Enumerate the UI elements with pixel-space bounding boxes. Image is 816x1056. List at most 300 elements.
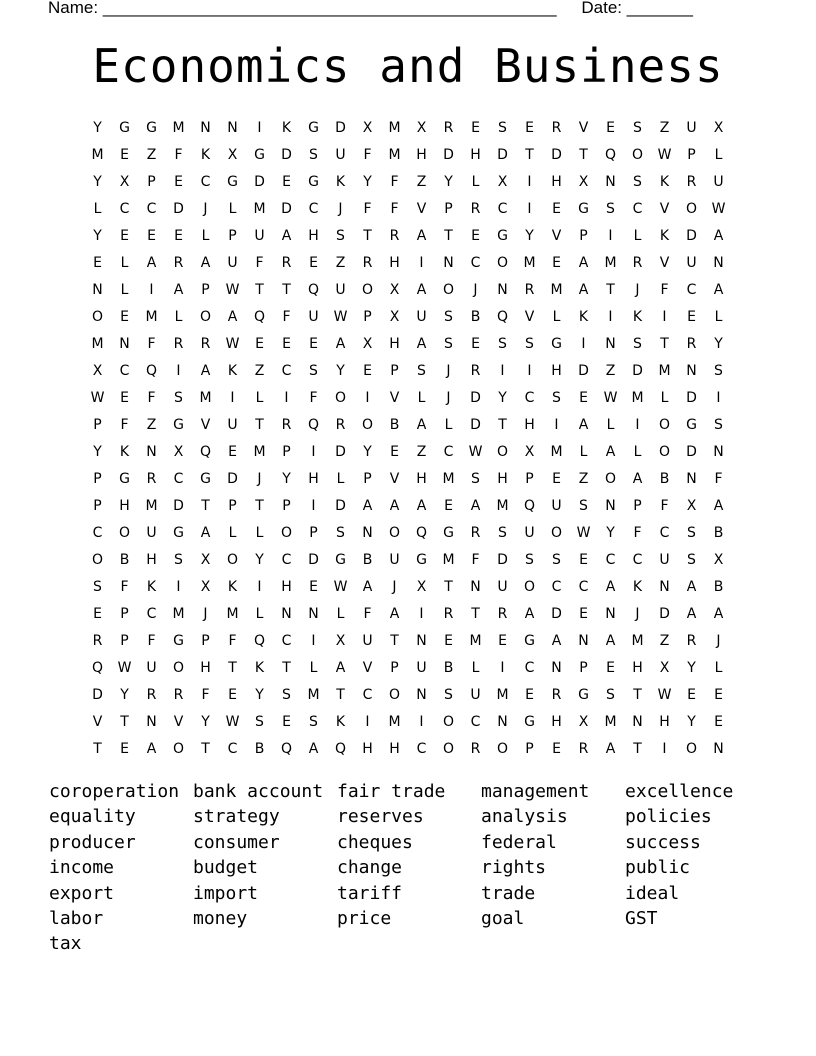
word-list-item: management (481, 781, 590, 802)
grid-letter: D (335, 497, 346, 514)
grid-letter: K (119, 443, 130, 460)
grid-letter: J (446, 389, 451, 406)
grid-letter: D (443, 146, 454, 163)
grid-letter: D (92, 686, 103, 703)
grid-letter: X (335, 632, 346, 649)
grid-letter: V (200, 416, 211, 433)
grid-letter: P (282, 443, 291, 460)
grid-letter: E (687, 686, 696, 703)
grid-letter: Q (523, 497, 536, 514)
word-list-item: trade (481, 882, 536, 904)
grid-letter: N (146, 443, 157, 460)
grid-letter: C (227, 740, 238, 757)
grid-letter: R (146, 686, 157, 703)
grid-letter: E (714, 713, 723, 730)
page-title: Economics and Business (92, 39, 724, 93)
grid-letter: G (524, 632, 535, 649)
grid-letter: C (605, 551, 616, 568)
grid-letter: T (606, 281, 615, 298)
word-list-item: equality (49, 806, 136, 828)
grid-letter: U (254, 227, 265, 244)
grid-letter: B (659, 470, 670, 487)
grid-letter: H (308, 470, 319, 487)
grid-letter: J (635, 605, 640, 622)
grid-letter: C (497, 200, 508, 217)
grid-letter: E (255, 335, 264, 352)
grid-letter: R (200, 335, 211, 352)
grid-letter: E (714, 686, 723, 703)
grid-row (84, 573, 732, 600)
grid-letter: M (145, 497, 158, 514)
grid-letter: R (686, 335, 697, 352)
grid-letter: D (632, 362, 643, 379)
grid-letter: N (308, 605, 319, 622)
grid-letter: P (390, 362, 399, 379)
grid-letter: O (334, 389, 347, 406)
grid-letter: R (362, 254, 373, 271)
grid-row (84, 330, 732, 357)
grid-row (84, 195, 732, 222)
grid-letter: L (201, 227, 210, 244)
grid-letter: Y (93, 119, 102, 136)
grid-letter: E (606, 119, 615, 136)
grid-letter: O (442, 740, 455, 757)
grid-letter: L (309, 659, 318, 676)
grid-letter: F (282, 308, 291, 325)
grid-letter: X (578, 713, 589, 730)
grid-letter: W (711, 200, 726, 217)
grid-letter: L (417, 389, 426, 406)
grid-letter: I (581, 335, 586, 352)
word-list-item: public (625, 857, 691, 879)
word-list-item: success (625, 831, 701, 853)
grid-letter: R (173, 254, 184, 271)
grid-letter: O (496, 740, 509, 757)
grid-letter: B (389, 416, 400, 433)
grid-letter: O (658, 443, 671, 460)
grid-letter: D (470, 389, 481, 406)
name-blank: ________________________________________________ (102, 0, 557, 17)
grid-letter: H (497, 470, 508, 487)
grid-letter: C (308, 200, 319, 217)
grid-letter: L (336, 470, 345, 487)
word-list-row (49, 881, 769, 906)
grid-letter: D (497, 146, 508, 163)
grid-letter: D (497, 551, 508, 568)
grid-letter: D (578, 362, 589, 379)
grid-letter: Q (199, 443, 212, 460)
grid-letter: A (281, 227, 292, 244)
grid-letter: G (308, 119, 319, 136)
grid-letter: C (119, 200, 130, 217)
grid-letter: A (524, 605, 535, 622)
grid-letter: N (686, 362, 697, 379)
grid-letter: C (686, 281, 697, 298)
grid-letter: N (659, 578, 670, 595)
grid-letter: S (687, 524, 696, 541)
grid-letter: C (173, 470, 184, 487)
grid-letter: M (631, 389, 644, 406)
grid-letter: D (227, 470, 238, 487)
grid-letter: N (605, 335, 616, 352)
grid-letter: R (551, 119, 562, 136)
grid-letter: U (470, 686, 481, 703)
grid-row (84, 465, 732, 492)
grid-letter: L (714, 146, 723, 163)
grid-letter: O (361, 281, 374, 298)
grid-letter: N (497, 713, 508, 730)
grid-letter: S (579, 497, 588, 514)
grid-letter: L (579, 443, 588, 460)
grid-letter: P (93, 497, 102, 514)
grid-letter: S (606, 686, 615, 703)
grid-letter: S (255, 713, 264, 730)
grid-letter: Z (146, 416, 157, 433)
grid-letter: L (255, 605, 264, 622)
grid-letter: V (389, 470, 400, 487)
grid-letter: Z (146, 146, 157, 163)
grid-letter: L (633, 227, 642, 244)
grid-row (84, 627, 732, 654)
grid-letter: I (662, 308, 667, 325)
grid-letter: C (281, 362, 292, 379)
grid-letter: S (498, 524, 507, 541)
grid-letter: H (632, 659, 643, 676)
grid-letter: I (257, 578, 262, 595)
grid-letter: F (714, 470, 723, 487)
grid-letter: X (389, 281, 400, 298)
grid-letter: E (552, 254, 561, 271)
grid-letter: G (551, 335, 562, 352)
date-label: Date: (581, 0, 623, 17)
grid-letter: U (335, 146, 346, 163)
grid-letter: M (523, 254, 536, 271)
grid-letter: E (282, 173, 291, 190)
grid-letter: O (685, 200, 698, 217)
grid-letter: A (335, 335, 346, 352)
grid-letter: E (606, 659, 615, 676)
grid-letter: P (309, 524, 318, 541)
grid-letter: Q (253, 632, 266, 649)
grid-letter: I (257, 119, 262, 136)
grid-letter: S (633, 119, 642, 136)
grid-letter: A (362, 578, 373, 595)
grid-letter: L (714, 308, 723, 325)
grid-letter: X (713, 119, 724, 136)
word-list-item: change (337, 857, 403, 879)
grid-letter: Z (659, 632, 670, 649)
grid-letter: H (119, 497, 130, 514)
grid-letter: N (632, 713, 643, 730)
grid-letter: E (120, 308, 129, 325)
grid-letter: G (335, 551, 346, 568)
grid-letter: E (309, 254, 318, 271)
grid-letter: E (579, 389, 588, 406)
grid-letter: D (173, 200, 184, 217)
grid-letter: Y (444, 173, 453, 190)
grid-letter: O (91, 308, 104, 325)
grid-letter: Y (687, 659, 696, 676)
grid-letter: Y (255, 686, 264, 703)
grid-letter: C (146, 200, 157, 217)
grid-letter: H (200, 659, 211, 676)
grid-letter: I (527, 200, 532, 217)
grid-letter: A (389, 605, 400, 622)
grid-letter: E (282, 713, 291, 730)
grid-letter: P (363, 308, 372, 325)
grid-row (84, 141, 732, 168)
grid-letter: P (120, 605, 129, 622)
grid-letter: M (496, 686, 509, 703)
grid-letter: Q (253, 308, 266, 325)
grid-letter: E (282, 335, 291, 352)
grid-letter: T (255, 281, 264, 298)
grid-row (84, 681, 732, 708)
grid-letter: G (578, 200, 589, 217)
grid-letter: M (604, 254, 617, 271)
grid-letter: E (147, 227, 156, 244)
grid-letter: M (91, 335, 104, 352)
word-list-item: labor (49, 907, 104, 929)
grid-letter: H (281, 578, 292, 595)
grid-letter: P (93, 470, 102, 487)
grid-letter: X (389, 308, 400, 325)
grid-letter: I (176, 578, 181, 595)
grid-letter: C (119, 362, 130, 379)
grid-letter: L (444, 416, 453, 433)
grid-letter: D (686, 443, 697, 460)
grid-letter: I (608, 308, 613, 325)
word-list-item: tax (49, 933, 82, 955)
grid-letter: Y (525, 227, 534, 244)
grid-letter: S (606, 200, 615, 217)
grid-letter: U (227, 254, 238, 271)
grid-letter: I (716, 389, 721, 406)
grid-letter: N (578, 632, 589, 649)
grid-letter: D (335, 119, 346, 136)
grid-letter: E (471, 119, 480, 136)
grid-letter: Z (416, 443, 427, 460)
grid-letter: N (713, 443, 724, 460)
grid-letter: H (389, 335, 400, 352)
grid-letter: T (120, 713, 129, 730)
grid-letter: X (92, 362, 103, 379)
grid-letter: M (199, 389, 212, 406)
word-list-item: price (337, 907, 392, 929)
grid-letter: I (527, 173, 532, 190)
grid-letter: O (442, 281, 455, 298)
grid-letter: R (470, 200, 481, 217)
grid-letter: M (388, 713, 401, 730)
grid-letter: G (146, 119, 157, 136)
grid-letter: V (416, 200, 427, 217)
grid-row (84, 492, 732, 519)
grid-letter: K (659, 227, 670, 244)
word-list-item: strategy (193, 806, 280, 828)
grid-letter: S (282, 686, 291, 703)
grid-letter: C (281, 551, 292, 568)
grid-row (84, 168, 732, 195)
grid-row (84, 600, 732, 627)
grid-letter: S (174, 389, 183, 406)
grid-letter: Q (307, 416, 320, 433)
grid-letter: C (443, 443, 454, 460)
grid-letter: I (527, 362, 532, 379)
grid-letter: E (552, 200, 561, 217)
grid-letter: Y (93, 173, 102, 190)
grid-letter: O (550, 524, 563, 541)
word-list-row (49, 779, 769, 804)
grid-letter: P (201, 281, 210, 298)
grid-letter: Q (496, 308, 509, 325)
grid-letter: J (203, 605, 208, 622)
grid-letter: U (308, 308, 319, 325)
grid-letter: H (524, 416, 535, 433)
grid-letter: B (254, 740, 265, 757)
grid-letter: F (633, 524, 642, 541)
grid-letter: G (254, 146, 265, 163)
grid-letter: Z (659, 119, 670, 136)
grid-letter: O (442, 713, 455, 730)
grid-letter: Z (335, 254, 346, 271)
grid-letter: S (714, 362, 723, 379)
grid-letter: G (497, 227, 508, 244)
grid-letter: R (281, 254, 292, 271)
grid-letter: V (92, 713, 103, 730)
grid-letter: F (255, 254, 264, 271)
grid-letter: R (686, 173, 697, 190)
grid-letter: O (91, 551, 104, 568)
grid-letter: F (120, 416, 129, 433)
grid-letter: I (662, 740, 667, 757)
grid-letter: C (416, 740, 427, 757)
grid-letter: G (308, 173, 319, 190)
grid-letter: T (282, 659, 291, 676)
grid-letter: M (550, 281, 563, 298)
grid-letter: T (363, 227, 372, 244)
grid-letter: A (551, 632, 562, 649)
grid-letter: Y (336, 362, 345, 379)
grid-letter: Q (307, 281, 320, 298)
grid-letter: S (444, 308, 453, 325)
grid-letter: G (200, 470, 211, 487)
word-list-item: rights (481, 857, 547, 879)
grid-letter: O (685, 740, 698, 757)
grid-letter: K (281, 119, 292, 136)
grid-letter: Q (334, 740, 347, 757)
grid-letter: X (362, 119, 373, 136)
grid-letter: M (145, 308, 158, 325)
grid-letter: M (253, 200, 266, 217)
grid-letter: L (633, 443, 642, 460)
word-list-row (49, 906, 769, 931)
word-list-item: GST (625, 907, 658, 929)
grid-letter: E (525, 119, 534, 136)
grid-letter: S (471, 470, 480, 487)
grid-letter: S (498, 119, 507, 136)
grid-letter: F (363, 605, 372, 622)
grid-letter: O (496, 443, 509, 460)
grid-letter: W (657, 686, 672, 703)
grid-letter: A (200, 254, 211, 271)
grid-letter: P (363, 470, 372, 487)
grid-letter: S (336, 227, 345, 244)
grid-letter: B (119, 551, 130, 568)
grid-letter: G (227, 173, 238, 190)
grid-row (84, 654, 732, 681)
grid-letter: A (416, 335, 427, 352)
grid-letter: J (338, 200, 343, 217)
grid-letter: C (200, 173, 211, 190)
grid-letter: H (362, 740, 373, 757)
grid-letter: A (416, 227, 427, 244)
grid-row (84, 519, 732, 546)
grid-letter: A (308, 740, 319, 757)
grid-letter: S (498, 335, 507, 352)
grid-letter: K (632, 578, 643, 595)
grid-letter: J (257, 470, 262, 487)
grid-letter: E (471, 335, 480, 352)
grid-letter: A (632, 470, 643, 487)
grid-letter: L (93, 200, 102, 217)
grid-letter: W (576, 524, 591, 541)
grid-letter: M (442, 551, 455, 568)
grid-letter: Y (255, 551, 264, 568)
grid-letter: E (309, 578, 318, 595)
grid-letter: W (603, 389, 618, 406)
grid-letter: N (416, 632, 427, 649)
grid-letter: V (524, 308, 535, 325)
grid-letter: D (281, 200, 292, 217)
grid-letter: A (713, 497, 724, 514)
grid-letter: I (176, 362, 181, 379)
grid-letter: X (578, 173, 589, 190)
grid-letter: Y (606, 524, 615, 541)
grid-letter: X (416, 119, 427, 136)
grid-letter: E (174, 227, 183, 244)
grid-letter: I (230, 389, 235, 406)
grid-letter: R (551, 686, 562, 703)
grid-letter: W (225, 281, 240, 298)
grid-letter: C (524, 659, 535, 676)
grid-letter: I (500, 659, 505, 676)
grid-letter: Q (415, 524, 428, 541)
grid-letter: U (362, 632, 373, 649)
grid-letter: L (714, 659, 723, 676)
grid-letter: I (554, 416, 559, 433)
grid-letter: A (605, 443, 616, 460)
grid-letter: C (281, 632, 292, 649)
grid-letter: F (147, 632, 156, 649)
grid-letter: V (173, 713, 184, 730)
grid-letter: T (93, 740, 102, 757)
grid-row (84, 735, 732, 762)
grid-letter: M (550, 443, 563, 460)
grid-letter: R (92, 632, 103, 649)
grid-letter: X (713, 551, 724, 568)
grid-letter: J (203, 200, 208, 217)
grid-letter: C (470, 254, 481, 271)
grid-letter: F (309, 389, 318, 406)
word-list-item: income (49, 857, 115, 879)
grid-letter: R (281, 416, 292, 433)
grid-letter: E (120, 146, 129, 163)
grid-letter: L (471, 173, 480, 190)
grid-letter: T (660, 335, 669, 352)
grid-letter: G (416, 551, 427, 568)
grid-letter: Q (145, 362, 158, 379)
grid-letter: E (93, 254, 102, 271)
